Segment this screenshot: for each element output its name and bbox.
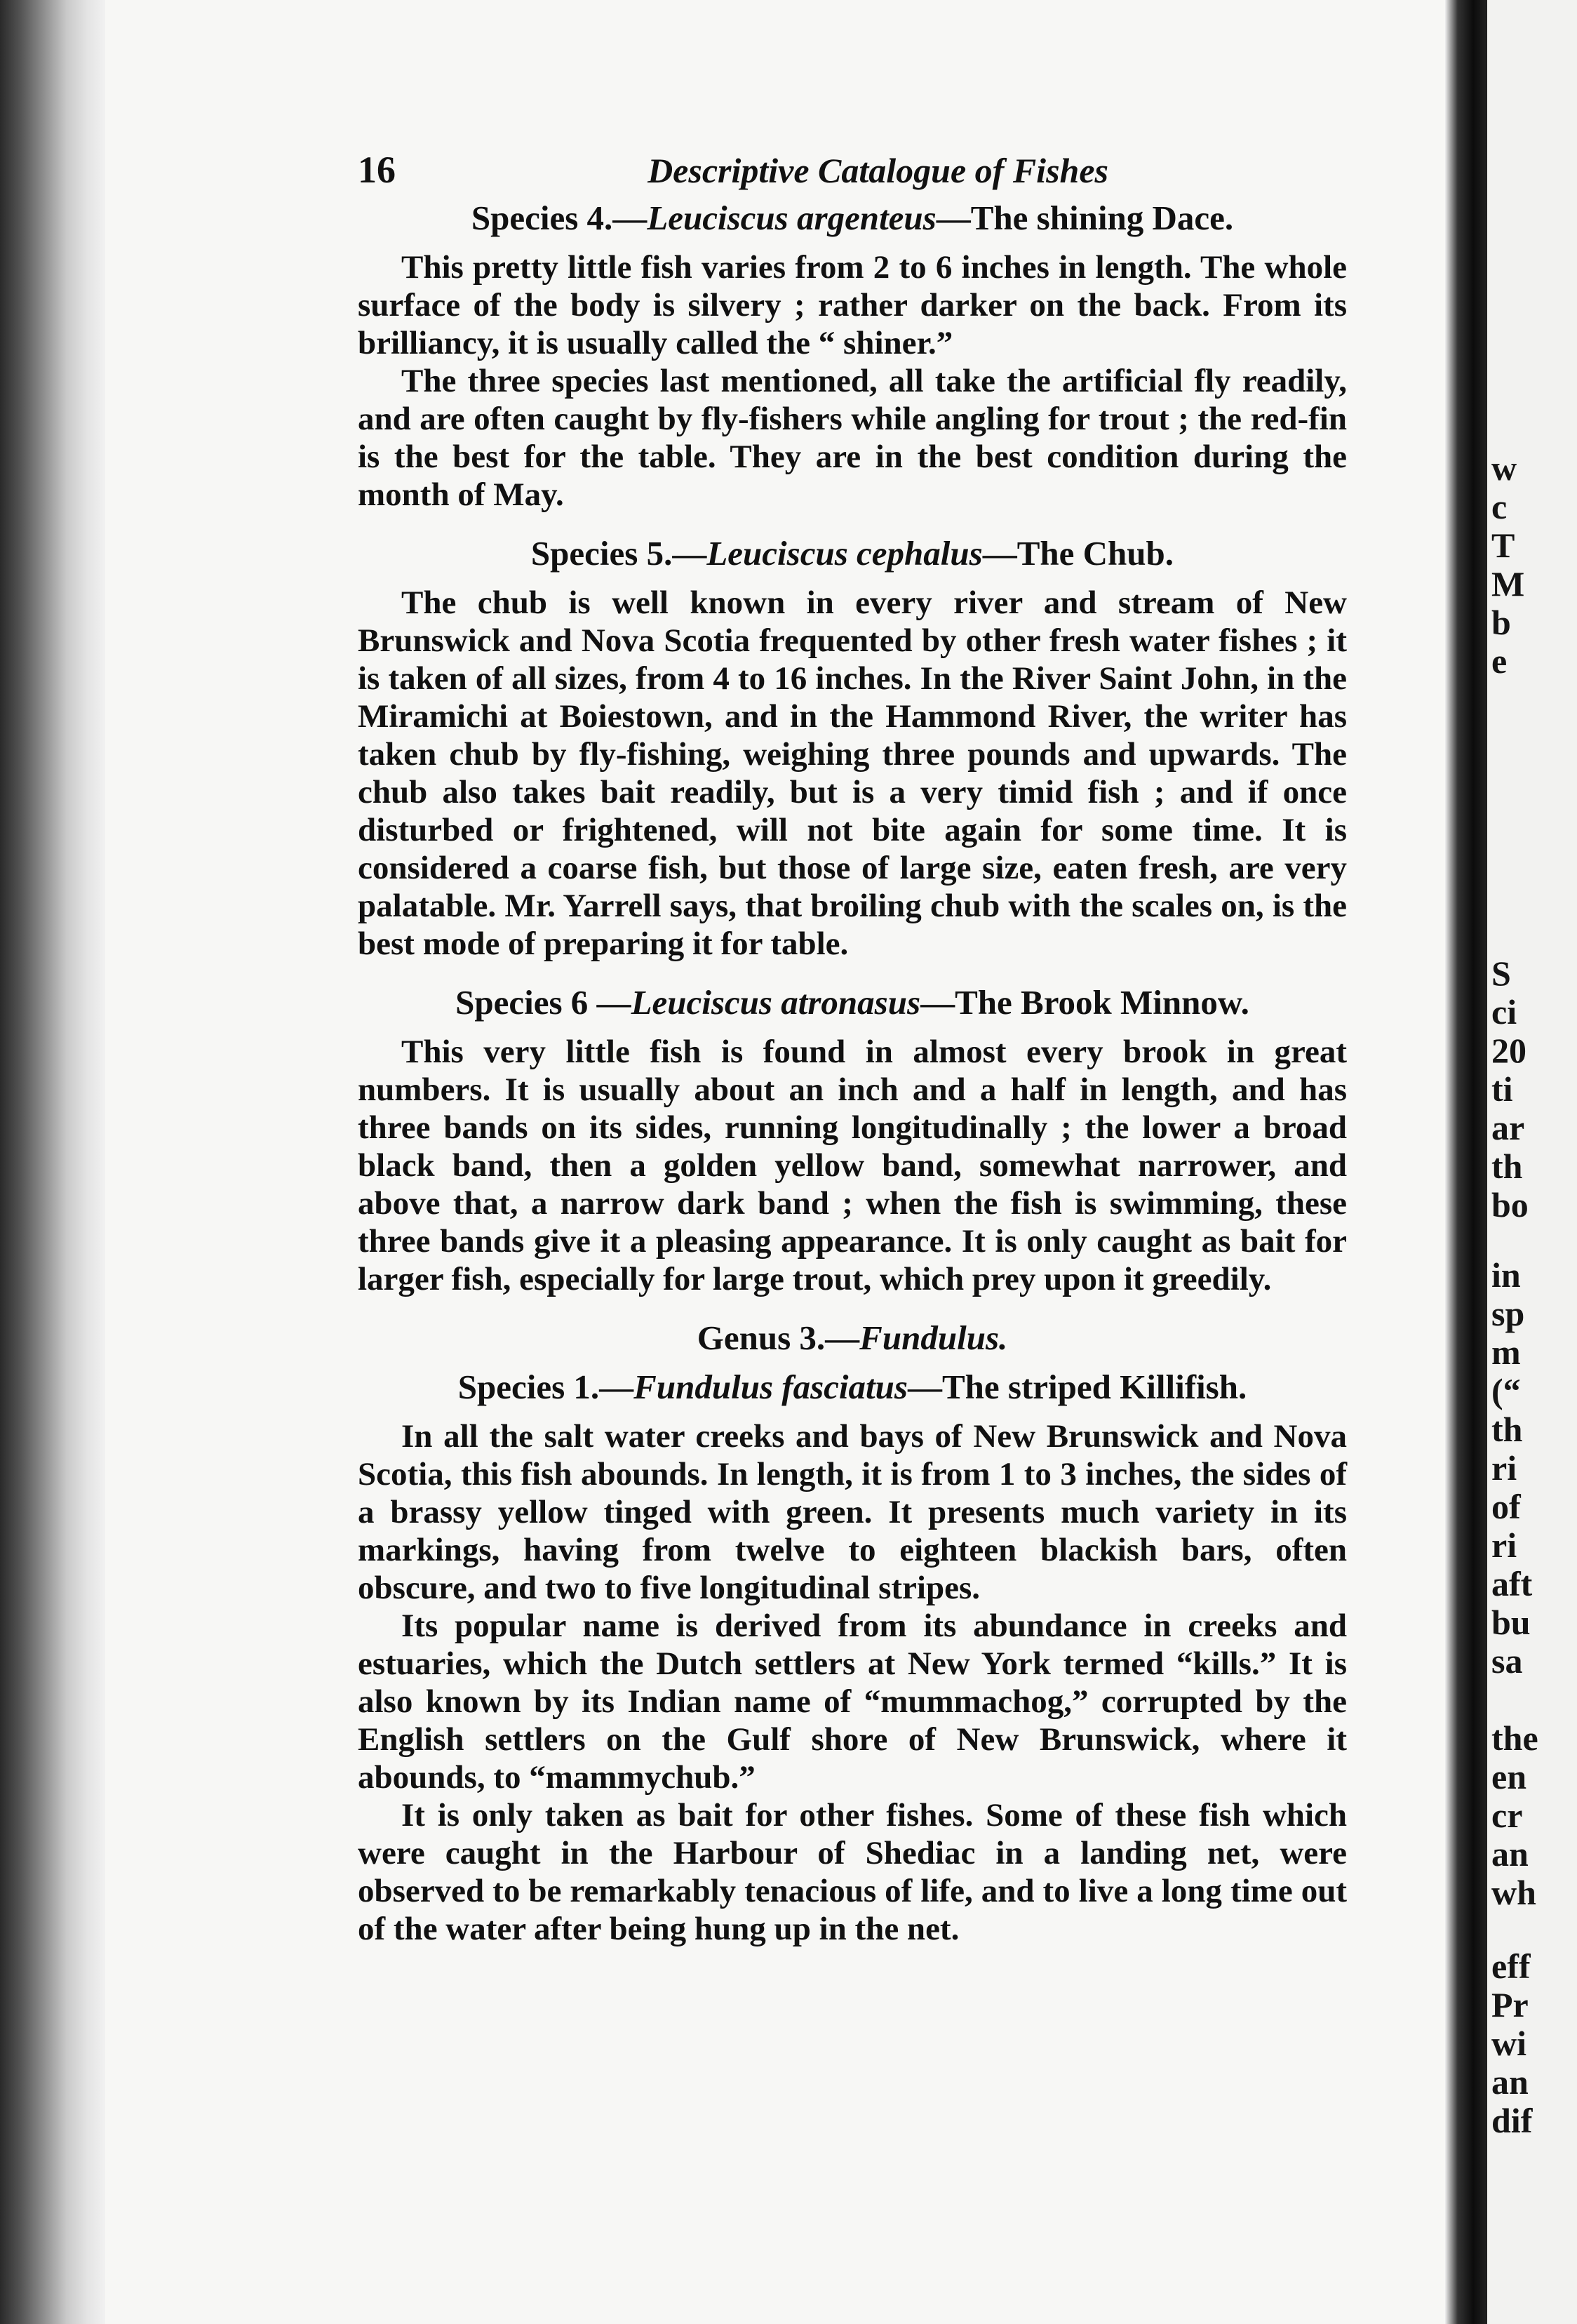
adjacent-page-fragment: wh	[1491, 1873, 1536, 1912]
section-heading: Species 5.—Leuciscus cephalus—The Chub.	[530, 534, 1174, 573]
adjacent-page-fragment: ti	[1491, 1069, 1513, 1109]
adjacent-page-fragment: bu	[1491, 1603, 1531, 1642]
adjacent-page-fragment: 20	[1491, 1031, 1526, 1070]
center-binding-gutter	[1445, 0, 1487, 2324]
section-heading: Species 4.—Leuciscus argenteus—The shining Dace.	[471, 199, 1234, 237]
adjacent-page-fragment: e	[1491, 641, 1508, 681]
section-heading: Species 6 —Leuciscus atronasus—The Brook Minnow.	[455, 983, 1249, 1022]
paragraph: It is only taken as bait for other fishes. Some of these fish which were caught in the Harbour of Shediac in a landing net, were observed to be remarkably tenacious of life, and to live a long time out of the water after being hung up in the net.	[358, 1797, 1347, 1947]
adjacent-page-fragment: the	[1491, 1718, 1538, 1758]
adjacent-page-fragment: aft	[1491, 1564, 1533, 1603]
adjacent-page-fragment: eff	[1491, 1946, 1531, 1986]
adjacent-page-fragment: of	[1491, 1487, 1521, 1526]
adjacent-page-fragment: Pr	[1491, 1985, 1529, 2024]
adjacent-page-fragment: w	[1491, 448, 1517, 488]
paragraph: This pretty little fish varies from 2 to 6 inches in length. The whole surface of the body is silvery ; rather darker on the back. From its brilliancy, it is usually called the “ shiner.”	[358, 249, 1347, 361]
page-text	[358, 151, 1347, 1948]
adjacent-page-fragment: sa	[1491, 1641, 1523, 1681]
section-genus-3	[358, 1319, 1347, 1357]
adjacent-page-fragment: c	[1491, 487, 1508, 526]
adjacent-page-fragment: in	[1491, 1255, 1521, 1295]
adjacent-page-edge	[1487, 0, 1577, 2324]
section-fundulus-species-1	[358, 1368, 1347, 1948]
section-species-4	[358, 199, 1347, 514]
left-binding-gutter	[0, 0, 105, 2324]
adjacent-page-fragment: ri	[1491, 1448, 1517, 1488]
section-species-5	[358, 535, 1347, 963]
adjacent-page-fragment: bo	[1491, 1185, 1529, 1224]
adjacent-page-fragment: M	[1491, 564, 1525, 603]
paragraph: Its popular name is derived from its abundance in creeks and estuaries, which the Dutch settlers at New York termed “kills.” It is also known by its Indian name of “mummachog,” corrupted by the English settlers on the Gulf shore of New Brunswick, where it abounds, to “mammychub.”	[358, 1608, 1347, 1796]
section-heading: Genus 3.—Fundulus.	[697, 1318, 1008, 1357]
page-number: 16	[358, 149, 396, 191]
adjacent-page-fragment: en	[1491, 1757, 1526, 1796]
adjacent-page-fragment: wi	[1491, 2024, 1526, 2063]
running-title: Descriptive Catalogue of Fishes	[647, 151, 1108, 190]
adjacent-page-fragment: an	[1491, 2062, 1529, 2102]
paragraph: The three species last mentioned, all take the artificial fly readily, and are often caught by fly-fishers while angling for trout ; the red-fin is the best for the table. They are in the best condition during the month of May.	[358, 363, 1347, 513]
adjacent-page-fragment: b	[1491, 603, 1511, 642]
section-heading: Species 1.—Fundulus fasciatus—The striped Killifish.	[457, 1368, 1247, 1406]
paragraph: The chub is well known in every river and stream of New Brunswick and Nova Scotia frequented by other fresh water fishes ; it is taken of all sizes, from 4 to 16 inches. In the River Saint John, in the Miramichi at Boiestown, and in the Hammond River, the writer has taken chub by fly-fishing, weighing three pounds and upwards. The chub also takes bait readily, but is a very timid fish ; and if once disturbed or frightened, will not bite again for some time. It is considered a coarse fish, but those of large size, eaten fresh, are very palatable. Mr. Yarrell says, that broiling chub with the scales on, is the best mode of preparing it for table.	[358, 585, 1347, 962]
adjacent-page-fragment: (“	[1491, 1371, 1521, 1410]
adjacent-page-fragment: th	[1491, 1147, 1523, 1186]
paragraph: In all the salt water creeks and bays of New Brunswick and Nova Scotia, this fish abounds. In length, it is from 1 to 3 inches, the sides of a brassy yellow tinged with green. It presents much variety in its markings, having from twelve to eighteen blackish bars, often obscure, and two to five longitudinal stripes.	[358, 1418, 1347, 1606]
adjacent-page-fragment: S	[1491, 954, 1511, 993]
adjacent-page-fragment: sp	[1491, 1294, 1525, 1333]
adjacent-page-fragment: dif	[1491, 2101, 1533, 2140]
adjacent-page-fragment: an	[1491, 1834, 1529, 1874]
adjacent-page-fragment: ci	[1491, 992, 1517, 1031]
paragraph: This very little fish is found in almost every brook in great numbers. It is usually about an inch and a half in length, and has three bands on its sides, running longitudinally ; the lower a broad black band, then a golden yellow band, somewhat narrower, and above that, a narrow dark band ; when the fish is swimming, these three bands give it a pleasing appearance. It is only caught as bait for larger fish, especially for large trout, which prey upon it greedily.	[358, 1034, 1347, 1297]
adjacent-page-fragment: th	[1491, 1410, 1523, 1449]
page-header	[358, 151, 1347, 189]
adjacent-page-fragment: m	[1491, 1333, 1521, 1372]
section-species-6	[358, 984, 1347, 1298]
adjacent-page-fragment: T	[1491, 526, 1515, 565]
adjacent-page-fragment: ri	[1491, 1525, 1517, 1565]
adjacent-page-fragment: ar	[1491, 1108, 1525, 1147]
adjacent-page-fragment: cr	[1491, 1796, 1523, 1835]
